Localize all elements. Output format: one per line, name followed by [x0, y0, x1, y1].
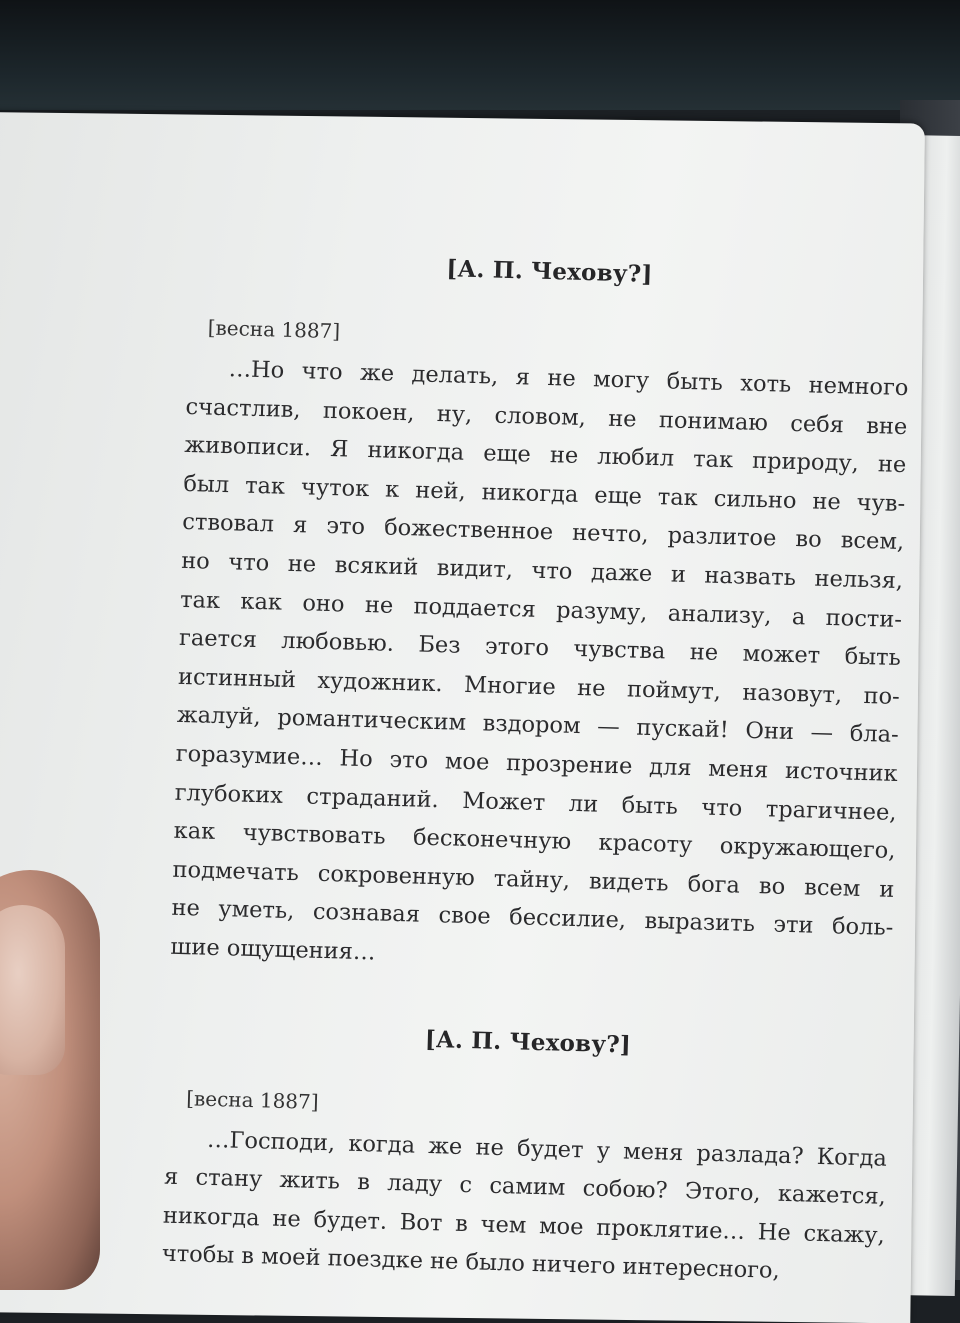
line: ствовал я это божественное нечто, разлитое во всем, [181, 509, 905, 556]
line: …Господи, когда же не будет у меня разлада? Когда [206, 1126, 888, 1172]
line: шие ощущения… [170, 933, 376, 966]
line: как чувствовать бесконечную красоту окружающего, [173, 817, 896, 865]
entry-heading-1: [А. П. Чехову?] [446, 255, 653, 288]
line: чтобы в моей поездке не было ничего интересного, [161, 1240, 781, 1285]
background-top [0, 0, 960, 110]
line: истинный художник. Многие не поймут, назовут, по- [177, 663, 901, 710]
line: так как оно не поддается разуму, анализу, а пости- [179, 586, 903, 633]
line: счастлив, покоен, ну, словом, не понимаю себя вне [185, 393, 908, 440]
line: не уметь, сознавая свое бессилие, выразить эти боль- [171, 895, 894, 942]
entry-heading-2: [А. П. Чехову?] [424, 1025, 632, 1059]
line: горазумие… Но это мое прозрение для меня источник [175, 740, 898, 787]
line: живописи. Я никогда еще не любил так природу, не [184, 432, 907, 479]
entry-date-1: [весна 1887] [207, 315, 341, 344]
entry-body-2 [161, 1119, 887, 1293]
line: никогда не будет. Вот в чем мое проклятие… Не скажу, [162, 1202, 886, 1249]
line: но что не всякий видит, что даже и назвать нельзя, [180, 547, 904, 595]
entry-date-2: [весна 1887] [185, 1085, 319, 1114]
line: я стану жить в ладу с самим собою? Этого, кажется, [163, 1163, 887, 1210]
entry-body-1 [170, 349, 909, 986]
line: был так чуток к ней, никогда еще так сильно не чув- [183, 470, 906, 517]
line: гается любовью. Без этого чувства не может быть [178, 625, 902, 672]
page-text [161, 248, 924, 1294]
line: подмечать сокровенную тайну, видеть бога во всем и [172, 856, 895, 903]
line: глубоких страданий. Может ли быть что трагичнее, [174, 779, 897, 826]
line: жалуй, романтическим вздором — пускай! Они — бла- [176, 702, 900, 749]
thumbnail [0, 905, 65, 1075]
line: …Но что же делать, я не могу быть хоть немного [228, 356, 909, 402]
